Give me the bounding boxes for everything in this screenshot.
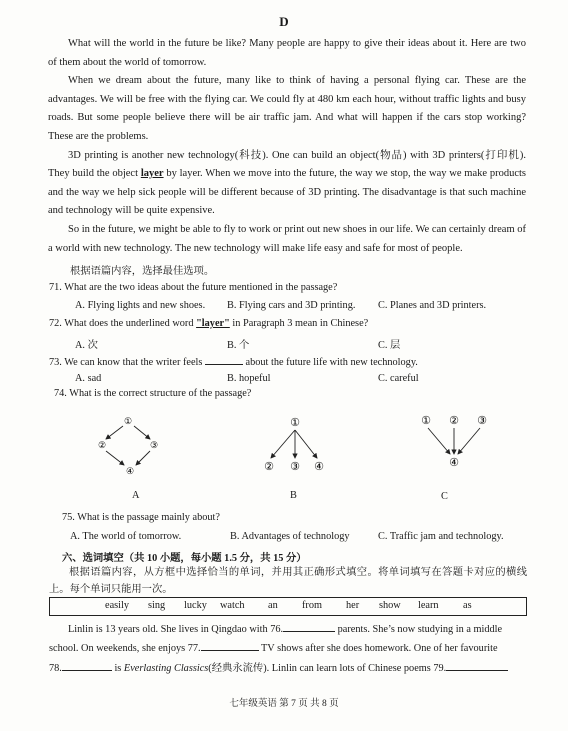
diagram-b-node-2: ② [264,461,274,473]
section6-instruction-text: 根据语篇内容，从方框中选择恰当的单词，并用其正确形式填空。将单词填写在答题卡对应的横线上。每个单词只能用一次。 [49,567,527,595]
diagram-a-arrow-3-4 [136,451,150,465]
section6-title: 六、选词填空（共 10 小题，每小题 1.5 分，共 15 分） [62,553,307,564]
diagram-c-arrow-1-4 [428,428,450,454]
q72-option-a[interactable]: A. 次 [75,340,98,351]
page-footer: 七年级英语 第 7 页 共 8 页 [229,699,339,709]
word-bank-box [49,597,527,616]
diagram-b-arrow-1-2 [271,430,295,458]
q75-stem: 75. What is the passage mainly about? [62,512,220,523]
diagram-b-node-1: ① [290,417,300,429]
q73-option-b[interactable]: B. hopeful [227,373,271,384]
diagram-a-arrow-1-2 [106,426,123,439]
q74-stem: 74. What is the correct structure of the passage? [54,388,252,399]
q74-option-a[interactable]: A [132,490,140,501]
word-bank-item: an [268,600,278,611]
word-bank-item: show [379,600,401,611]
cloze-line-2-post: TV shows after she does homework. One of her favourite [258,643,498,654]
instruction: 根据语篇内容，选择最佳选项。 [70,266,215,277]
cloze-line-3-pre: 78. [49,663,62,674]
cloze-line-1 [68,621,502,635]
diagram-c-node-4: ④ [449,457,459,469]
passage-paragraph-3-start: 3D printing is another new technology(科技). One can build an object(物品) with 3D printers(打印机). They build the object [48,149,526,180]
word-bank-item: lucky [184,600,207,611]
q72-underlined-word: "layer" [196,318,230,329]
diagram-c-arrow-3-4 [458,428,480,454]
blank-76[interactable] [283,621,335,632]
q74-option-c[interactable]: C [441,491,448,502]
q75-option-b[interactable]: B. Advantages of technology [230,531,350,542]
word-bank-item: watch [220,600,245,611]
diagram-b-node-3: ③ [290,461,300,473]
q73-stem-pre: 73. We can know that the writer feels [49,357,205,368]
passage-paragraph-2: When we dream about the future, many like to think of having a personal flying car. These are the advantages. We will be free with the flying car. We could fly at 480 km each hour, without traffic lights and busy roads. But some people believe there will be air traffic jam. And what will happen if the cars stop working? These are the problems. [48,75,526,142]
q72-option-b[interactable]: B. 个 [227,340,250,351]
q71-option-a[interactable]: A. Flying lights and new shoes. [75,300,206,311]
q73-stem [49,354,418,368]
section-letter: D [279,14,289,29]
blank-77[interactable] [201,640,259,651]
cloze-line-3 [49,659,508,674]
word-bank-item: from [302,600,323,611]
program-title: Everlasting Classics [123,663,209,674]
diagram-b-arrow-1-4 [295,430,317,458]
q73-option-a[interactable]: A. sad [75,373,102,384]
q71-option-c[interactable]: C. Planes and 3D printers. [378,300,487,311]
cloze-line-2-pre: school. On weekends, she enjoys 77. [49,643,201,654]
word-bank-item: learn [418,600,439,611]
cloze-line-3-post: (经典永流传). Linlin can learn lots of Chinese poems 79. [208,663,447,674]
blank-78[interactable] [62,660,112,671]
section6-instruction [49,564,527,598]
q75-option-a[interactable]: A. The world of tomorrow. [70,531,182,542]
q72-option-c[interactable]: C. 层 [378,340,401,351]
passage-paragraph-4: So in the future, we might be able to fly to work or print out new shoes in our life. We can certainly dream of a world with new technology. The new technology will make life easy and safe for most of people. [48,223,526,254]
q73-blank[interactable] [205,354,243,365]
word-bank-item: sing [148,600,166,611]
diagram-a-arrow-2-4 [106,451,124,465]
cloze-line-2 [49,640,498,654]
passage-paragraph-3 [48,147,526,221]
cloze-line-1-post: parents. She’s now studying in a middle [335,624,503,635]
passage-paragraph-1: What will the world in the future be like? Many people are happy to give their ideas about it. Here are two of them about the world of tomorrow. [48,38,526,68]
passage [48,35,526,258]
structure-diagram-a [90,408,170,488]
diagram-a-arrow-1-3 [134,426,150,439]
diagram-a-node-2: ② [97,440,107,450]
word-bank-item: as [463,600,472,611]
structure-diagram-c [412,408,496,474]
diagram-a-node-3: ③ [149,440,159,450]
q72-stem [49,318,368,329]
diagram-b-node-4: ④ [314,461,324,473]
diagram-a-node-1: ① [123,416,133,426]
diagram-a-node-4: ④ [125,466,135,476]
passage-paragraph-3-end: by layer. When we move into the future, the way we stop, the way we make products and the way we help sick people will be different because of 3D printing. The disadvantage is that such machine and technology will be quite expensive. [48,168,526,217]
cloze-line-3-mid: is [111,663,124,674]
q71-option-b[interactable]: B. Flying cars and 3D printing. [227,300,356,311]
diagram-c-node-3: ③ [477,415,487,427]
structure-diagram-b [255,410,335,476]
blank-79[interactable] [446,660,508,671]
q71-stem: 71. What are the two ideas about the future mentioned in the passage? [49,282,338,293]
q72-stem-pre: 72. What does the underlined word [49,318,197,329]
q74-option-b[interactable]: B [290,490,297,501]
q73-option-c[interactable]: C. careful [378,373,419,384]
underlined-word: layer [140,168,164,180]
diagram-c-node-2: ② [449,415,459,427]
q75-option-c[interactable]: C. Traffic jam and technology. [378,531,504,542]
diagram-c-node-1: ① [421,415,431,427]
q73-stem-post: about the future life with new technology. [242,357,418,368]
cloze-line-1-pre: Linlin is 13 years old. She lives in Qingdao with 76. [68,624,284,635]
word-bank-item: her [346,600,360,611]
word-bank-item: easily [105,600,130,611]
q72-stem-post: in Paragraph 3 mean in Chinese? [229,318,369,329]
